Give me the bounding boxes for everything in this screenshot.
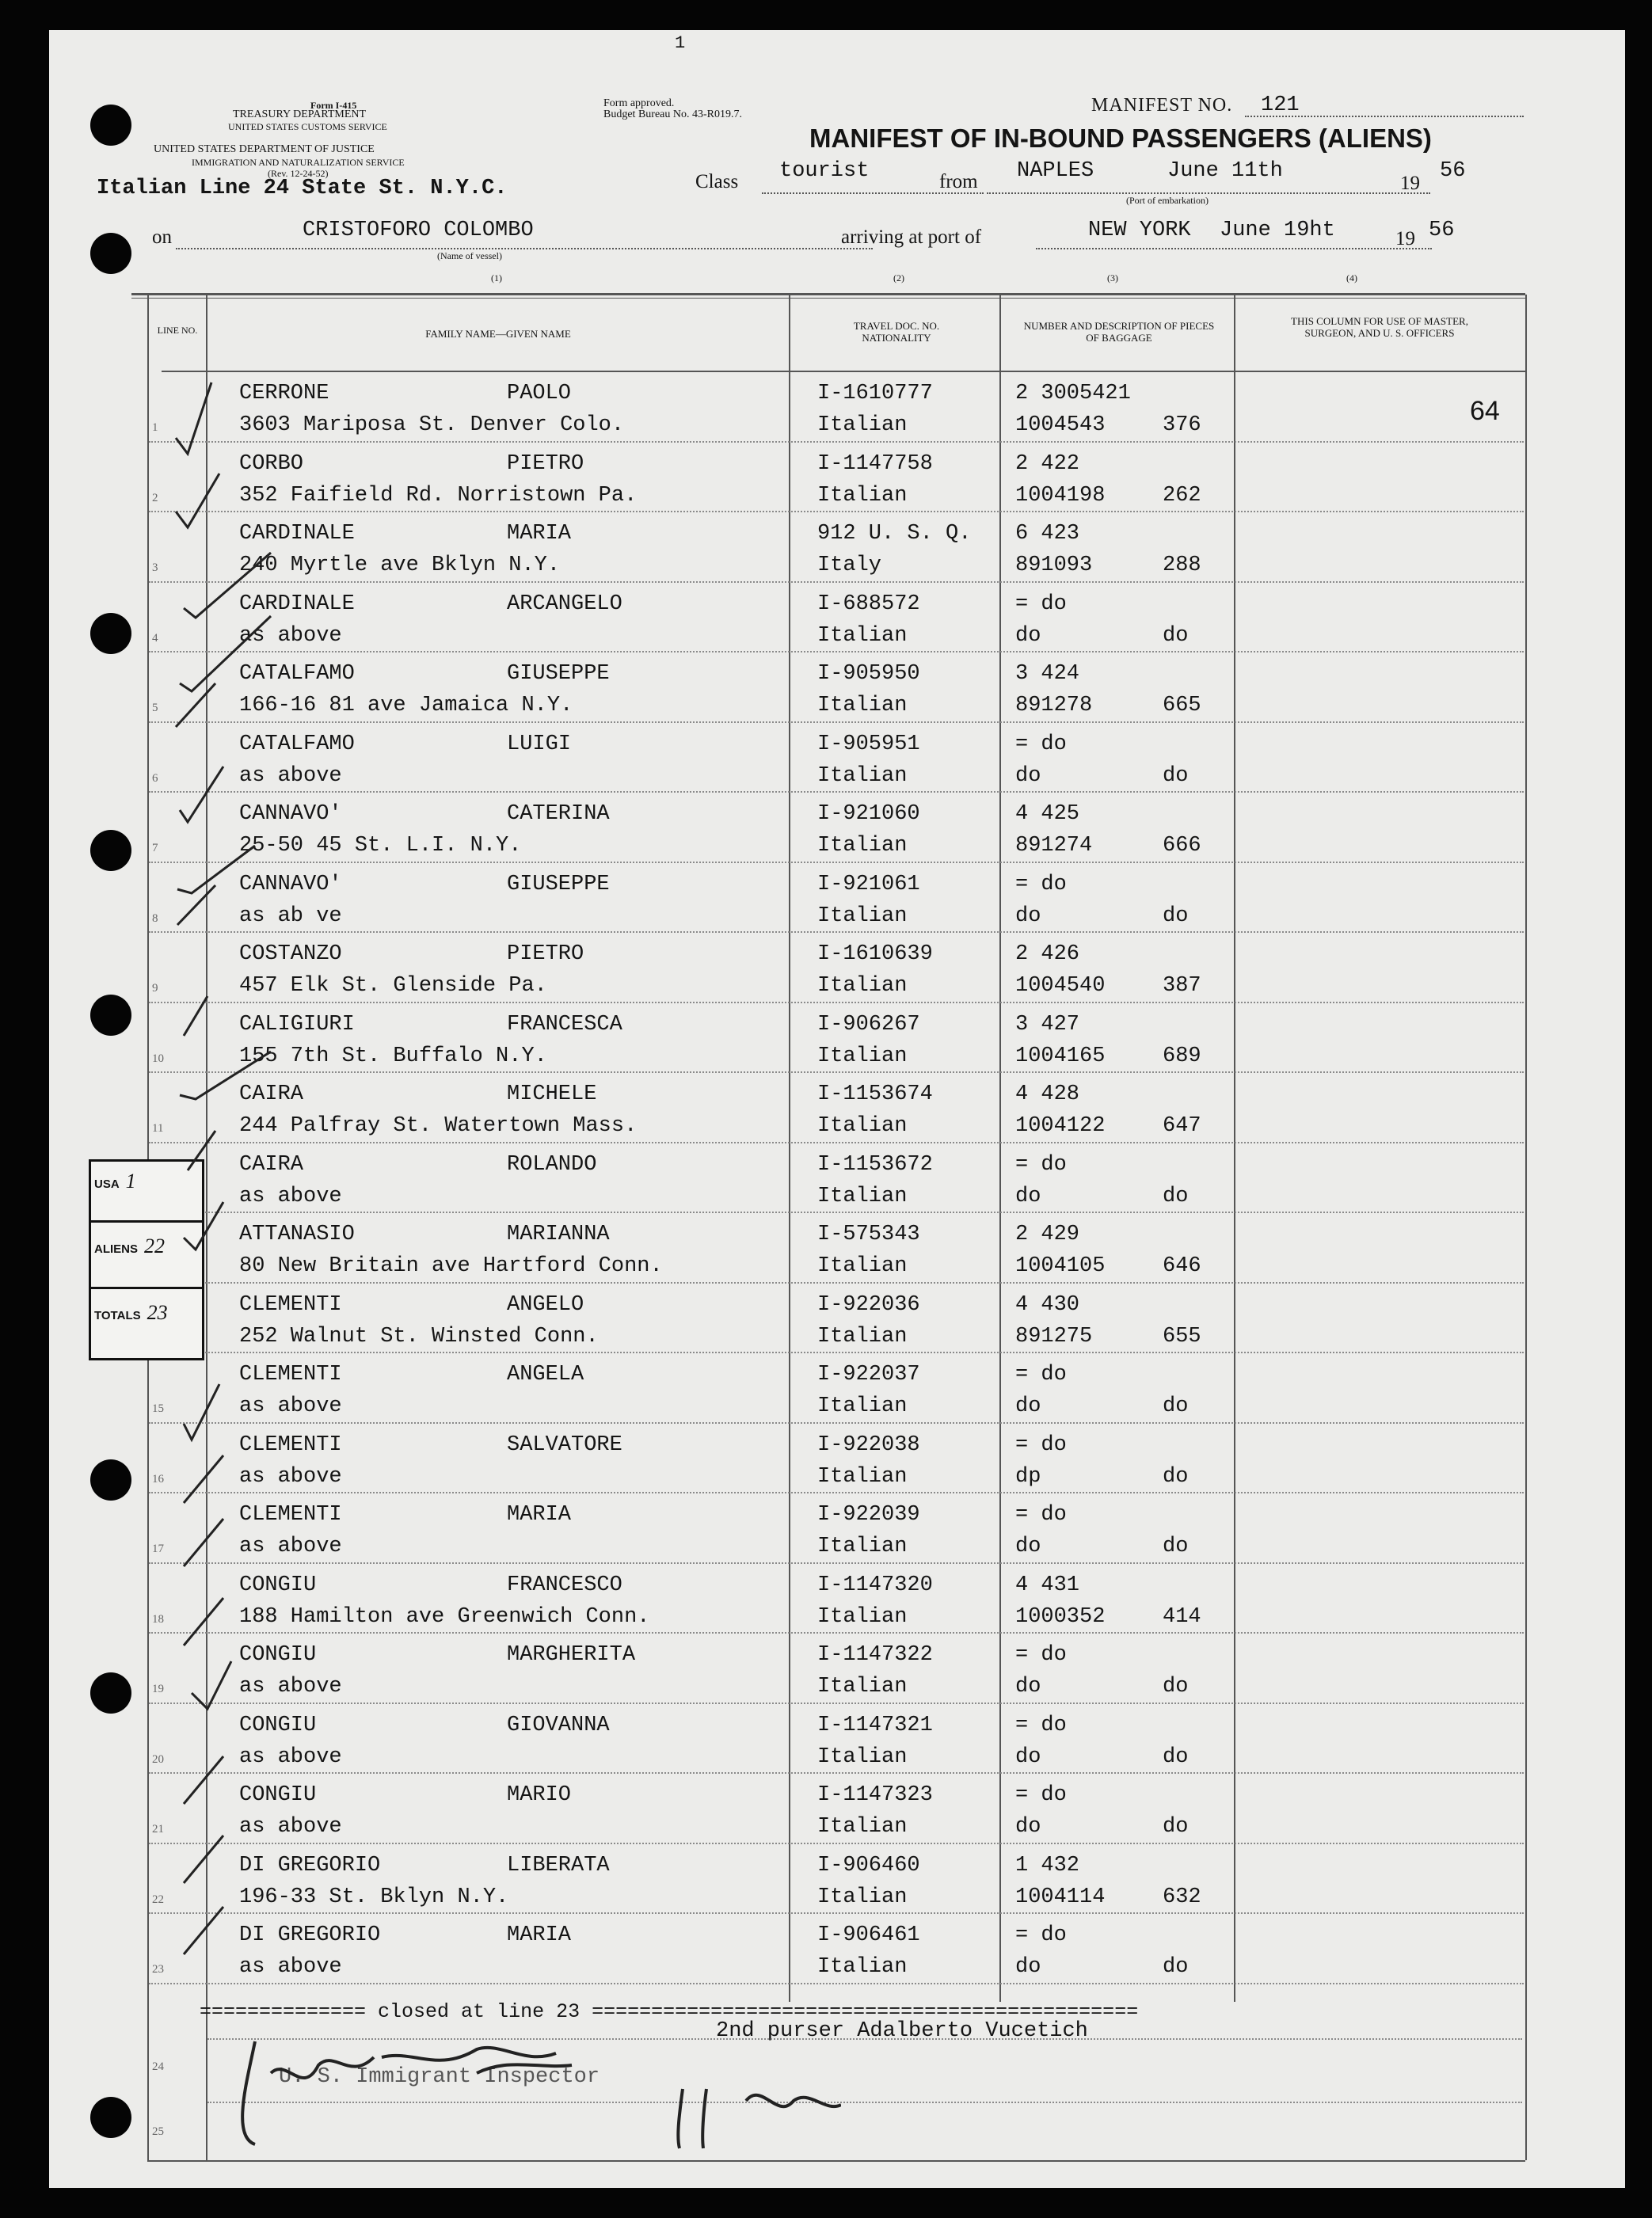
budget-bureau: Budget Bureau No. 43-R019.7. (603, 108, 742, 120)
punch-hole (90, 2097, 131, 2138)
baggage-ticket: 1004198 (1015, 483, 1106, 508)
baggage-count: = do (1015, 1783, 1067, 1807)
on-label: on (152, 226, 172, 248)
baggage-weight: 288 (1163, 554, 1201, 577)
travel-doc-number: I-688572 (817, 592, 920, 616)
punch-hole (90, 1672, 131, 1714)
row-separator (149, 1212, 1524, 1213)
row-separator (149, 721, 1524, 723)
vessel-name: CRISTOFORO COLOMBO (303, 219, 534, 242)
baggage-weight: 376 (1163, 413, 1201, 437)
form-approved: Form approved. (603, 97, 675, 109)
baggage-count: = do (1015, 1643, 1067, 1667)
given-name: LIBERATA (507, 1853, 610, 1878)
baggage-count: = do (1015, 1363, 1067, 1387)
given-name: GIUSEPPE (507, 872, 610, 896)
row-separator (149, 1142, 1524, 1143)
address: as above (239, 1675, 342, 1699)
baggage-weight: do (1163, 1535, 1189, 1558)
baggage-ticket: 1004122 (1015, 1114, 1106, 1138)
given-name: FRANCESCO (507, 1573, 622, 1597)
family-name: CLEMENTI (239, 1503, 342, 1527)
address: 240 Myrtle ave Bklyn N.Y. (239, 554, 561, 577)
line-number: 3 (152, 561, 158, 574)
given-name: MARGHERITA (507, 1643, 636, 1667)
address: as above (239, 1815, 342, 1839)
col-number: (4) (1346, 272, 1357, 283)
baggage-count: = do (1015, 732, 1067, 756)
address: as above (239, 1464, 342, 1489)
baggage-weight: do (1163, 1675, 1189, 1699)
baggage-count: = do (1015, 1713, 1067, 1737)
nationality: Italian (817, 623, 908, 648)
address: 3603 Mariposa St. Denver Colo. (239, 413, 625, 437)
baggage-weight: 689 (1163, 1044, 1201, 1068)
address: 352 Faifield Rd. Norristown Pa. (239, 483, 638, 508)
arrival-date: June 19ht (1220, 219, 1335, 242)
given-name: FRANCESCA (507, 1012, 622, 1037)
travel-doc-number: I-1610777 (817, 382, 933, 405)
baggage-weight: 387 (1163, 974, 1201, 998)
travel-doc-number: I-1153672 (817, 1152, 933, 1177)
given-name: CATERINA (507, 802, 610, 826)
line-number: 11 (152, 1122, 164, 1135)
nationality: Italian (817, 483, 908, 508)
nationality: Italian (817, 1324, 908, 1349)
port-embark-label: (Port of embarkation) (1126, 195, 1209, 206)
tally-aliens-label: ALIENS (94, 1242, 139, 1256)
ins-service: IMMIGRATION AND NATURALIZATION SERVICE (192, 157, 405, 168)
given-name: PAOLO (507, 382, 572, 405)
header-travel-doc: TRAVEL DOC. NO. NATIONALITY (853, 320, 940, 344)
line-number: 6 (152, 771, 158, 785)
col-number: (1) (491, 272, 502, 283)
nationality: Italian (817, 904, 908, 928)
tally-usa (94, 1170, 136, 1193)
travel-doc-number: I-1147320 (817, 1573, 933, 1597)
travel-doc-number: 912 U. S. Q. (817, 522, 972, 546)
top-mark: 1 (675, 33, 686, 53)
nationality: Italy (817, 554, 882, 577)
baggage-weight: do (1163, 1464, 1189, 1489)
shipping-line: Italian Line 24 State St. N.Y.C. (97, 177, 508, 200)
family-name: CLEMENTI (239, 1292, 342, 1317)
baggage-ticket: do (1015, 1394, 1041, 1418)
family-name: DI GREGORIO (239, 1853, 381, 1878)
family-name: CATALFAMO (239, 732, 355, 756)
header-name: FAMILY NAME—GIVEN NAME (425, 328, 571, 340)
line-number: 1 (152, 421, 158, 434)
baggage-count: 6 423 (1015, 522, 1080, 546)
baggage-count: 3 427 (1015, 1012, 1080, 1037)
line-number: 5 (152, 702, 158, 714)
travel-doc-number: I-1147322 (817, 1643, 933, 1667)
given-name: ANGELA (507, 1363, 584, 1387)
form-revision: (Rev. 12-24-52) (268, 168, 329, 179)
nationality: Italian (817, 834, 908, 858)
manifest-number: 121 (1261, 93, 1300, 117)
form-number: Form I-415 (310, 100, 357, 111)
baggage-ticket: 891274 (1015, 834, 1093, 858)
travel-doc-number: I-905951 (817, 732, 920, 756)
header-line-no: LINE NO. (157, 325, 198, 336)
row-separator (149, 1702, 1524, 1704)
punch-hole (90, 830, 131, 871)
address: 244 Palfray St. Watertown Mass. (239, 1114, 638, 1138)
customs-service: UNITED STATES CUSTOMS SERVICE (228, 121, 387, 132)
address: as above (239, 623, 342, 648)
address: 252 Walnut St. Winsted Conn. (239, 1324, 599, 1349)
col-number: (3) (1107, 272, 1118, 283)
row-separator (149, 441, 1524, 443)
family-name: CONGIU (239, 1573, 317, 1597)
family-name: COSTANZO (239, 942, 342, 966)
baggage-weight: do (1163, 763, 1189, 788)
inspector-signature (239, 2026, 841, 2160)
row-separator (149, 1772, 1524, 1774)
from-date: June 11th (1167, 159, 1283, 183)
family-name: CANNAVO' (239, 802, 342, 826)
tally-totals-value: 23 (147, 1301, 168, 1324)
baggage-count: 4 428 (1015, 1082, 1080, 1106)
nationality: Italian (817, 1184, 908, 1208)
given-name: MARIO (507, 1783, 572, 1807)
family-name: CONGIU (239, 1713, 317, 1737)
inspector-label: U. S. Immigrant Inspector (279, 2065, 600, 2089)
line-number: 4 (152, 631, 158, 645)
given-name: LUIGI (507, 732, 572, 756)
line-number: 10 (152, 1052, 164, 1065)
header-officers: THIS COLUMN FOR USE OF MASTER, SURGEON, AND U. S. OFFICERS (1291, 315, 1468, 339)
line-number: 2 (152, 491, 158, 504)
row-separator (149, 1912, 1524, 1914)
address: as above (239, 1744, 342, 1769)
arrival-port: NEW YORK (1088, 219, 1191, 242)
tally-aliens-value: 22 (144, 1235, 166, 1257)
row-separator (149, 511, 1524, 512)
nationality: Italian (817, 694, 908, 717)
line-number: 17 (152, 1543, 164, 1555)
baggage-weight: do (1163, 1184, 1189, 1208)
address: 188 Hamilton ave Greenwich Conn. (239, 1604, 650, 1629)
line-number: 8 (152, 911, 158, 925)
nationality: Italian (817, 1114, 908, 1138)
row-separator (149, 1562, 1524, 1564)
line-number: 19 (152, 1683, 164, 1695)
travel-doc-number: I-921060 (817, 802, 920, 826)
nationality: Italian (817, 1464, 908, 1489)
given-name: ARCANGELO (507, 592, 622, 616)
row-separator (149, 1492, 1524, 1493)
given-name: MARIA (507, 1923, 572, 1947)
travel-doc-number: I-1153674 (817, 1082, 933, 1106)
baggage-weight: 646 (1163, 1254, 1201, 1278)
line-number: 18 (152, 1612, 164, 1626)
baggage-ticket: do (1015, 904, 1041, 928)
punch-hole (90, 233, 131, 274)
nationality: Italian (817, 1815, 908, 1839)
manifest-no-label: MANIFEST NO. (1091, 95, 1233, 116)
given-name: ROLANDO (507, 1152, 597, 1177)
given-name: PIETRO (507, 942, 584, 966)
baggage-count: 2 426 (1015, 942, 1080, 966)
given-name: MARIA (507, 522, 572, 546)
baggage-ticket: 1004165 (1015, 1044, 1106, 1068)
family-name: DI GREGORIO (239, 1923, 381, 1947)
baggage-weight: do (1163, 1744, 1189, 1769)
row-separator (149, 1422, 1524, 1424)
address: as ab ve (239, 904, 342, 928)
nationality: Italian (817, 1044, 908, 1068)
nationality: Italian (817, 1394, 908, 1418)
given-name: GIUSEPPE (507, 662, 610, 686)
family-name: CAIRA (239, 1082, 304, 1106)
baggage-count: 3 424 (1015, 662, 1080, 686)
row-separator (149, 1002, 1524, 1003)
nationality: Italian (817, 763, 908, 788)
address: as above (239, 763, 342, 788)
line-number: 7 (152, 842, 158, 854)
baggage-ticket: dp (1015, 1464, 1041, 1489)
row-separator (149, 931, 1524, 933)
nationality: Italian (817, 1675, 908, 1699)
check-marks (160, 379, 318, 2073)
given-name: PIETRO (507, 451, 584, 476)
travel-doc-number: I-575343 (817, 1223, 920, 1246)
address: as above (239, 1394, 342, 1418)
tally-usa-value: 1 (125, 1170, 136, 1193)
family-name: CALIGIURI (239, 1012, 355, 1037)
line-number: 16 (152, 1472, 164, 1486)
family-name: CATALFAMO (239, 662, 355, 686)
baggage-ticket: do (1015, 1955, 1041, 1979)
row-separator (149, 1983, 1524, 1984)
travel-doc-number: I-906461 (817, 1923, 920, 1947)
travel-doc-number: I-922036 (817, 1292, 920, 1317)
baggage-count: 4 425 (1015, 802, 1080, 826)
address: 196-33 St. Bklyn N.Y. (239, 1885, 509, 1909)
family-name: CANNAVO' (239, 872, 342, 896)
nationality: Italian (817, 974, 908, 998)
class-value: tourist (779, 159, 870, 183)
given-name: MICHELE (507, 1082, 597, 1106)
address: as above (239, 1184, 342, 1208)
baggage-ticket: do (1015, 1184, 1041, 1208)
page-mark: 64 (1470, 396, 1500, 426)
family-name: CONGIU (239, 1783, 317, 1807)
year-prefix: 19 (1395, 228, 1415, 249)
baggage-count: 4 431 (1015, 1573, 1080, 1597)
family-name: CLEMENTI (239, 1432, 342, 1457)
col-number: (2) (893, 272, 904, 283)
punch-hole (90, 613, 131, 654)
baggage-count: 2 429 (1015, 1223, 1080, 1246)
family-name: ATTANASIO (239, 1223, 355, 1246)
travel-doc-number: I-922038 (817, 1432, 920, 1457)
arrival-year: 56 (1429, 219, 1455, 242)
arriving-label: arriving at port of (841, 226, 982, 248)
baggage-weight: 666 (1163, 834, 1201, 858)
baggage-ticket: 1004543 (1015, 413, 1106, 437)
page-title: MANIFEST OF IN-BOUND PASSENGERS (ALIENS) (809, 124, 1432, 153)
embark-year: 56 (1440, 159, 1466, 183)
given-name: GIOVANNA (507, 1713, 610, 1737)
travel-doc-number: I-922037 (817, 1363, 920, 1387)
baggage-count: = do (1015, 872, 1067, 896)
punch-hole (90, 105, 131, 146)
baggage-ticket: 891275 (1015, 1324, 1093, 1349)
baggage-ticket: 1004540 (1015, 974, 1106, 998)
given-name: ANGELO (507, 1292, 584, 1317)
row-separator (149, 1352, 1524, 1353)
baggage-count: 2 3005421 (1015, 382, 1131, 405)
address: 457 Elk St. Glenside Pa. (239, 974, 547, 998)
nationality: Italian (817, 1744, 908, 1769)
manifest-sheet (49, 30, 1625, 2188)
baggage-weight: 632 (1163, 1885, 1201, 1909)
nationality: Italian (817, 1955, 908, 1979)
header-baggage: NUMBER AND DESCRIPTION OF PIECES OF BAGGAGE (1023, 320, 1215, 344)
row-separator (149, 1843, 1524, 1844)
travel-doc-number: I-905950 (817, 662, 920, 686)
baggage-ticket: do (1015, 763, 1041, 788)
baggage-weight: do (1163, 1815, 1189, 1839)
row-separator (149, 1282, 1524, 1284)
given-name: MARIANNA (507, 1223, 610, 1246)
address: as above (239, 1955, 342, 1979)
tally-totals (94, 1301, 168, 1325)
line-number: 23 (152, 1963, 164, 1976)
family-name: CARDINALE (239, 522, 355, 546)
baggage-count: = do (1015, 1923, 1067, 1947)
row-separator (149, 581, 1524, 583)
baggage-weight: do (1163, 623, 1189, 648)
nationality: Italian (817, 1604, 908, 1629)
baggage-ticket: 1000352 (1015, 1604, 1106, 1629)
baggage-weight: 414 (1163, 1604, 1201, 1629)
baggage-count: = do (1015, 1503, 1067, 1527)
baggage-weight: 647 (1163, 1114, 1201, 1138)
row-separator (149, 862, 1524, 863)
class-label: Class (695, 171, 739, 192)
row-separator (149, 1071, 1524, 1073)
baggage-ticket: 891093 (1015, 554, 1093, 577)
baggage-count: 4 430 (1015, 1292, 1080, 1317)
line-number: 24 (152, 2060, 164, 2073)
nationality: Italian (817, 1254, 908, 1278)
baggage-count: = do (1015, 1432, 1067, 1457)
baggage-weight: do (1163, 904, 1189, 928)
travel-doc-number: I-1147323 (817, 1783, 933, 1807)
baggage-weight: do (1163, 1955, 1189, 1979)
address: as above (239, 1535, 342, 1558)
baggage-weight: 262 (1163, 483, 1201, 508)
address: 25-50 45 St. L.I. N.Y. (239, 834, 522, 858)
from-label: from (939, 171, 978, 192)
closed-line: ============== closed at line 23 ============================================== (200, 2000, 1139, 2023)
baggage-ticket: do (1015, 623, 1041, 648)
line-number: 20 (152, 1752, 164, 1766)
travel-doc-number: I-921061 (817, 872, 920, 896)
from-port: NAPLES (1017, 159, 1094, 183)
row-separator (149, 651, 1524, 652)
row-separator (149, 1632, 1524, 1634)
family-name: CORBO (239, 451, 304, 476)
baggage-ticket: do (1015, 1815, 1041, 1839)
baggage-count: = do (1015, 1152, 1067, 1177)
tally-aliens (94, 1235, 165, 1258)
baggage-count: 2 422 (1015, 451, 1080, 476)
travel-doc-number: I-1147758 (817, 451, 933, 476)
vessel-label: (Name of vessel) (437, 250, 502, 261)
line-number: 25 (152, 2125, 164, 2138)
given-name: SALVATORE (507, 1432, 622, 1457)
nationality: Italian (817, 1885, 908, 1909)
tally-totals-label: TOTALS (94, 1309, 141, 1322)
line-number: 22 (152, 1893, 164, 1906)
line-number: 15 (152, 1402, 164, 1415)
punch-hole (90, 995, 131, 1036)
line-number: 9 (152, 982, 158, 995)
travel-doc-number: I-922039 (817, 1503, 920, 1527)
address: 80 New Britain ave Hartford Conn. (239, 1254, 663, 1278)
punch-hole (90, 1459, 131, 1501)
treasury-department: TREASURY DEPARTMENT (233, 108, 367, 120)
justice-department: UNITED STATES DEPARTMENT OF JUSTICE (154, 143, 375, 155)
family-name: CAIRA (239, 1152, 304, 1177)
year-prefix: 19 (1400, 173, 1420, 194)
row-separator (149, 791, 1524, 793)
baggage-weight: do (1163, 1394, 1189, 1418)
family-name: CLEMENTI (239, 1363, 342, 1387)
baggage-ticket: do (1015, 1675, 1041, 1699)
nationality: Italian (817, 413, 908, 437)
family-name: CONGIU (239, 1643, 317, 1667)
baggage-ticket: 891278 (1015, 694, 1093, 717)
baggage-ticket: do (1015, 1535, 1041, 1558)
baggage-ticket: 1004105 (1015, 1254, 1106, 1278)
baggage-count: 1 432 (1015, 1853, 1080, 1878)
family-name: CERRONE (239, 382, 329, 405)
address: 166-16 81 ave Jamaica N.Y. (239, 694, 573, 717)
nationality: Italian (817, 1535, 908, 1558)
baggage-count: = do (1015, 592, 1067, 616)
travel-doc-number: I-1147321 (817, 1713, 933, 1737)
given-name: MARIA (507, 1503, 572, 1527)
purser-line: 2nd purser Adalberto Vucetich (716, 2019, 1088, 2043)
address: 155 7th St. Buffalo N.Y. (239, 1044, 547, 1068)
baggage-weight: 655 (1163, 1324, 1201, 1349)
family-name: CARDINALE (239, 592, 355, 616)
baggage-weight: 665 (1163, 694, 1201, 717)
travel-doc-number: I-906267 (817, 1012, 920, 1037)
travel-doc-number: I-1610639 (817, 942, 933, 966)
line-number: 21 (152, 1823, 164, 1836)
travel-doc-number: I-906460 (817, 1853, 920, 1878)
baggage-ticket: 1004114 (1015, 1885, 1106, 1909)
tally-usa-label: USA (94, 1177, 120, 1191)
baggage-ticket: do (1015, 1744, 1041, 1769)
